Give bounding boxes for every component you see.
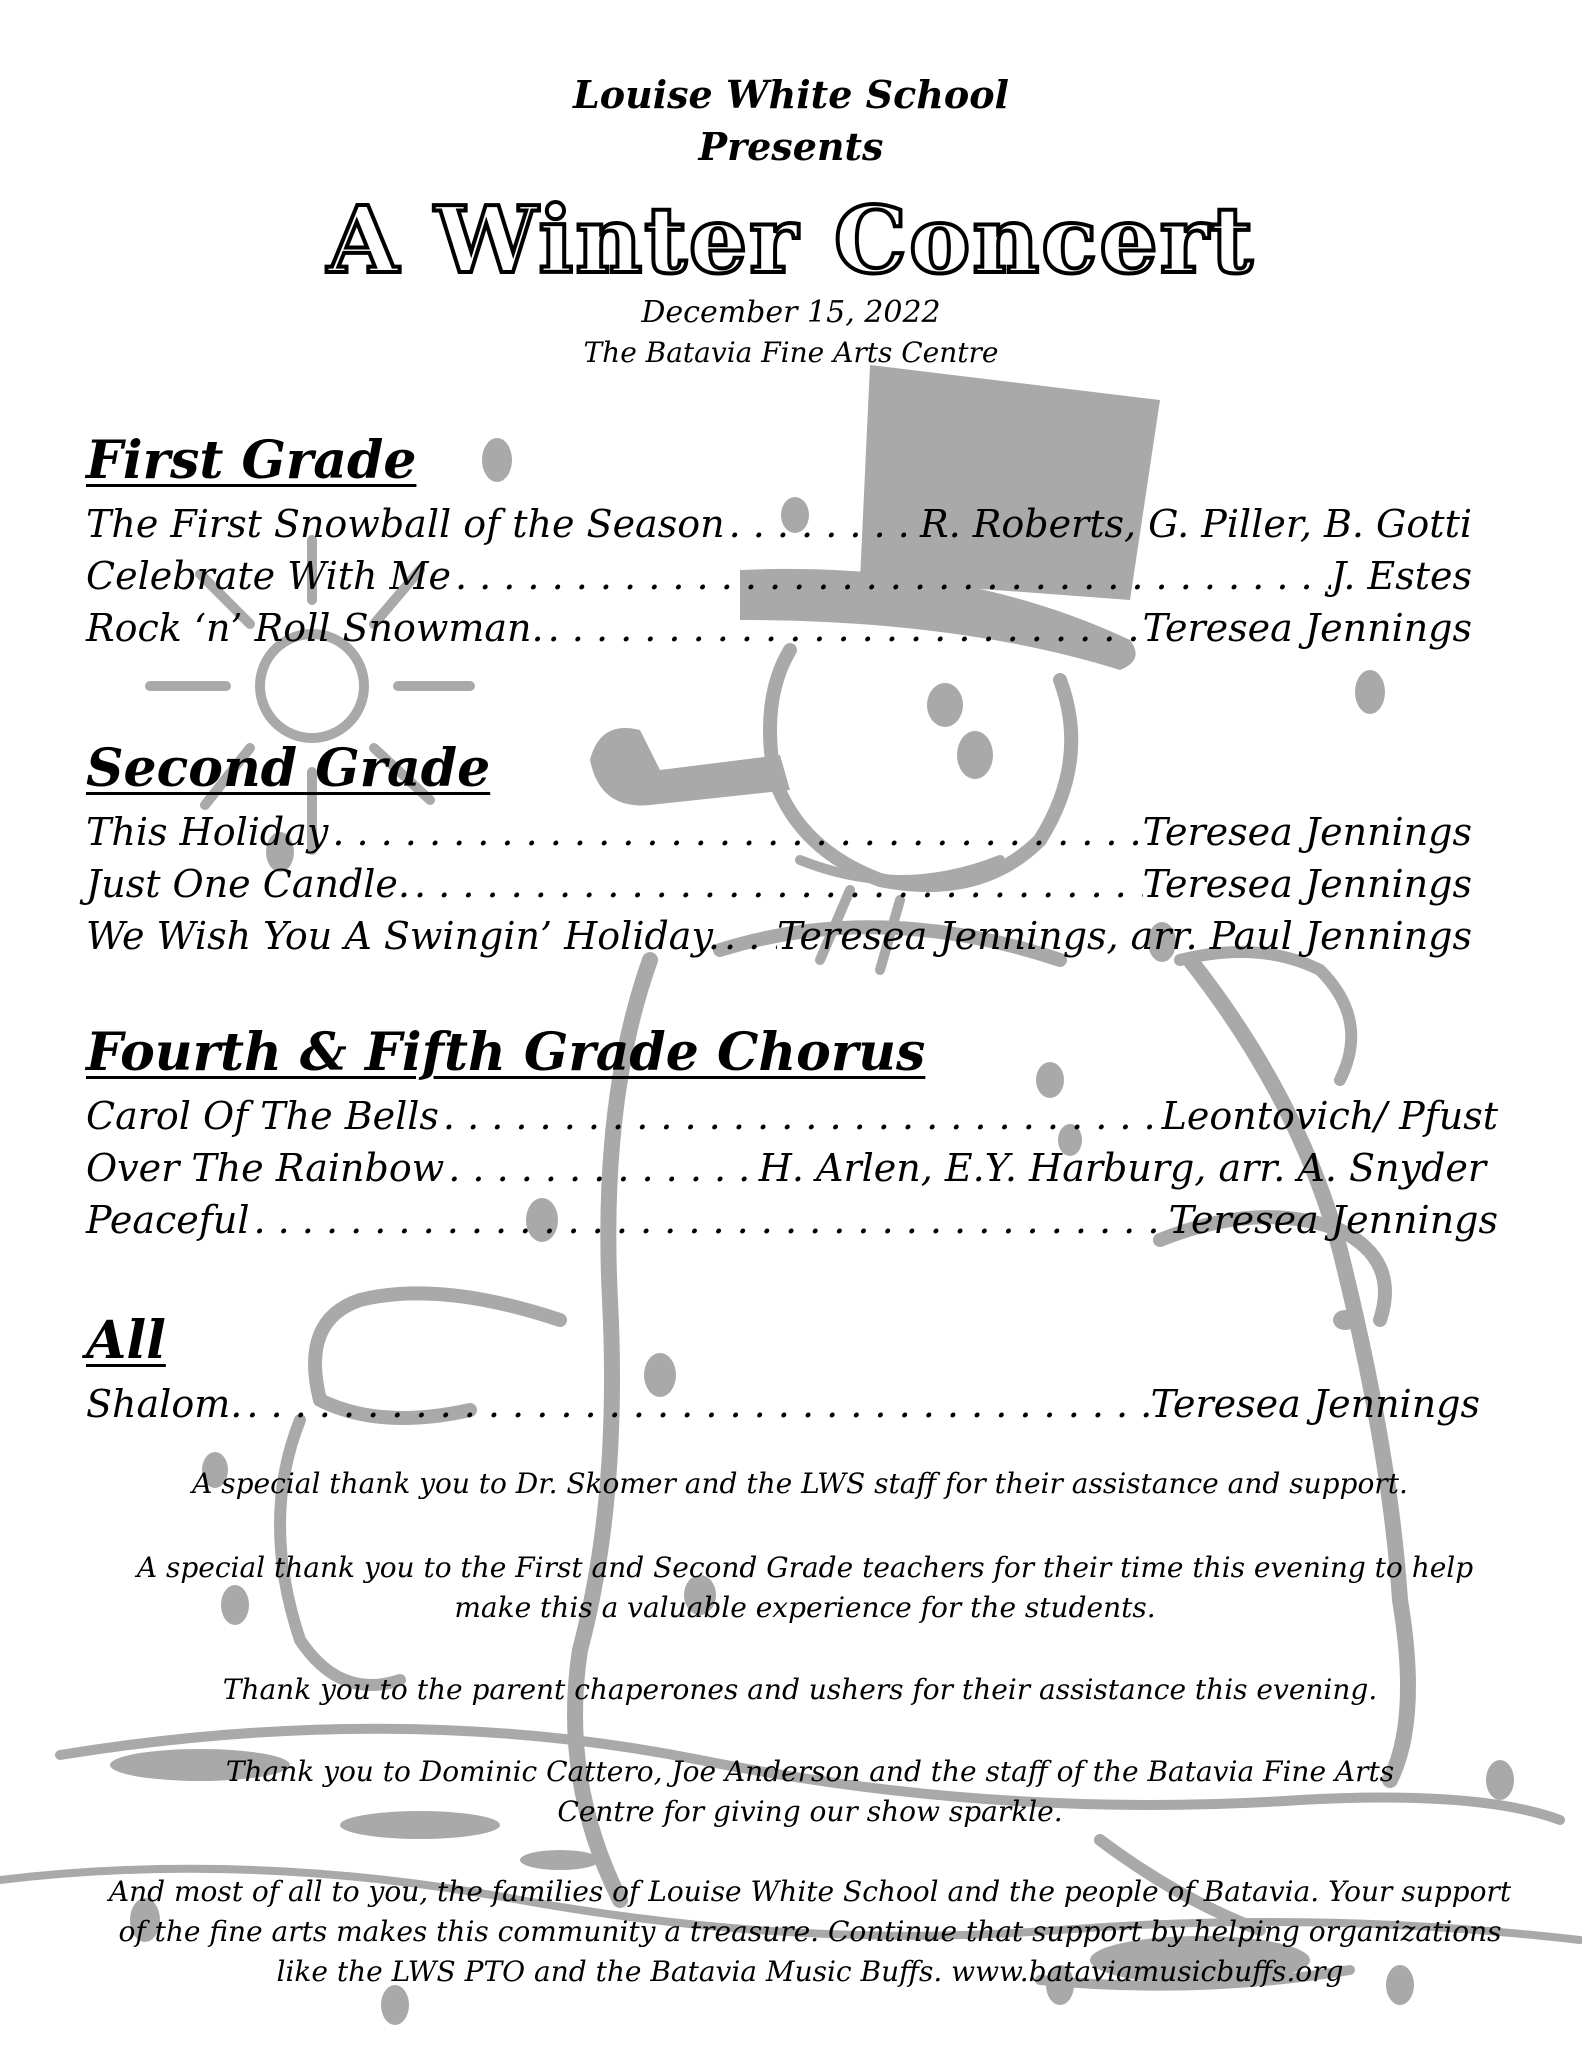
acknowledgment-chaperones: Thank you to the parent chaperones and ushers for their assistance this evening.	[222, 1673, 1378, 1706]
piece-title: Carol Of The Bells	[86, 1094, 439, 1138]
presents-line: Presents	[698, 124, 884, 169]
piece-composer: Teresea Jennings	[1150, 1382, 1480, 1426]
concert-title: A Winter Concert	[327, 186, 1255, 294]
section-heading-chorus: Fourth & Fifth Grade Chorus	[86, 1022, 926, 1083]
piece-title: Celebrate With Me	[86, 554, 451, 598]
section-heading-first-grade: First Grade	[86, 430, 417, 491]
concert-date: December 15, 2022	[641, 295, 941, 330]
program-item	[86, 502, 1472, 548]
dot-leader	[544, 606, 1143, 650]
piece-composer: Teresea Jennings	[1142, 862, 1472, 906]
section-heading-second-grade: Second Grade	[86, 738, 491, 799]
piece-composer: Teresea Jennings	[1142, 810, 1472, 854]
piece-composer: R. Roberts, G. Piller, B. Gotti	[919, 502, 1472, 546]
piece-title: Shalom.	[86, 1382, 243, 1426]
dot-leader	[444, 1146, 758, 1190]
dot-leader	[439, 1094, 1162, 1138]
program-item	[86, 1146, 1486, 1192]
piece-title: This Holiday	[86, 810, 329, 854]
section-heading-all: All	[86, 1310, 166, 1371]
piece-title: Rock ‘n’ Roll Snowman.	[86, 606, 544, 650]
acknowledgment-staff: A special thank you to Dr. Skomer and the LWS staff for their assistance and support.	[192, 1467, 1408, 1500]
dot-leader	[242, 1382, 1150, 1426]
piece-composer: Teresea Jennings, arr. Paul Jennings	[777, 914, 1472, 958]
program-item	[86, 862, 1472, 908]
program-item	[86, 606, 1472, 652]
school-name: Louise White School	[573, 72, 1009, 117]
program-item	[86, 914, 1472, 960]
dot-leader	[720, 914, 777, 958]
dot-leader	[725, 502, 920, 546]
piece-composer: J. Estes	[1331, 554, 1472, 598]
piece-title: Just One Candle.	[86, 862, 411, 906]
concert-venue: The Batavia Fine Arts Centre	[583, 336, 999, 369]
program-item	[86, 554, 1472, 600]
program-item	[86, 1382, 1480, 1428]
piece-composer: Teresea Jennings	[1142, 606, 1472, 650]
piece-title: We Wish You A Swingin’ Holiday.	[86, 914, 720, 958]
acknowledgment-families: And most of all to you, the families of Louise White School and the people of Batavia. Your support of the fine arts makes this community a treasure. Continue that support by helping organizations like the LWS PTO and the Batavia Music Buffs. www.bataviamusicbuffs.org	[108, 1875, 1512, 1988]
dot-leader	[249, 1198, 1168, 1242]
dot-leader	[410, 862, 1143, 906]
dot-leader	[328, 810, 1142, 854]
piece-title: The First Snowball of the Season	[86, 502, 725, 546]
piece-composer: Teresea Jennings	[1168, 1198, 1498, 1242]
acknowledgment-teachers: A special thank you to the First and Second Grade teachers for their time this evening to help make this a valuable experience for the students.	[136, 1551, 1474, 1624]
acknowledgment-venue-staff: Thank you to Dominic Cattero, Joe Anderson and the staff of the Batavia Fine Arts Centre for giving our show sparkle.	[225, 1755, 1395, 1828]
piece-composer: H. Arlen, E.Y. Harburg, arr. A. Snyder	[758, 1146, 1486, 1190]
piece-title: Peaceful	[86, 1198, 250, 1242]
program-item	[86, 810, 1472, 856]
program-item	[86, 1198, 1498, 1244]
program-item	[86, 1094, 1498, 1140]
dot-leader	[451, 554, 1331, 598]
piece-title: Over The Rainbow	[86, 1146, 445, 1190]
piece-composer: Leontovich/ Pfust	[1161, 1094, 1498, 1138]
